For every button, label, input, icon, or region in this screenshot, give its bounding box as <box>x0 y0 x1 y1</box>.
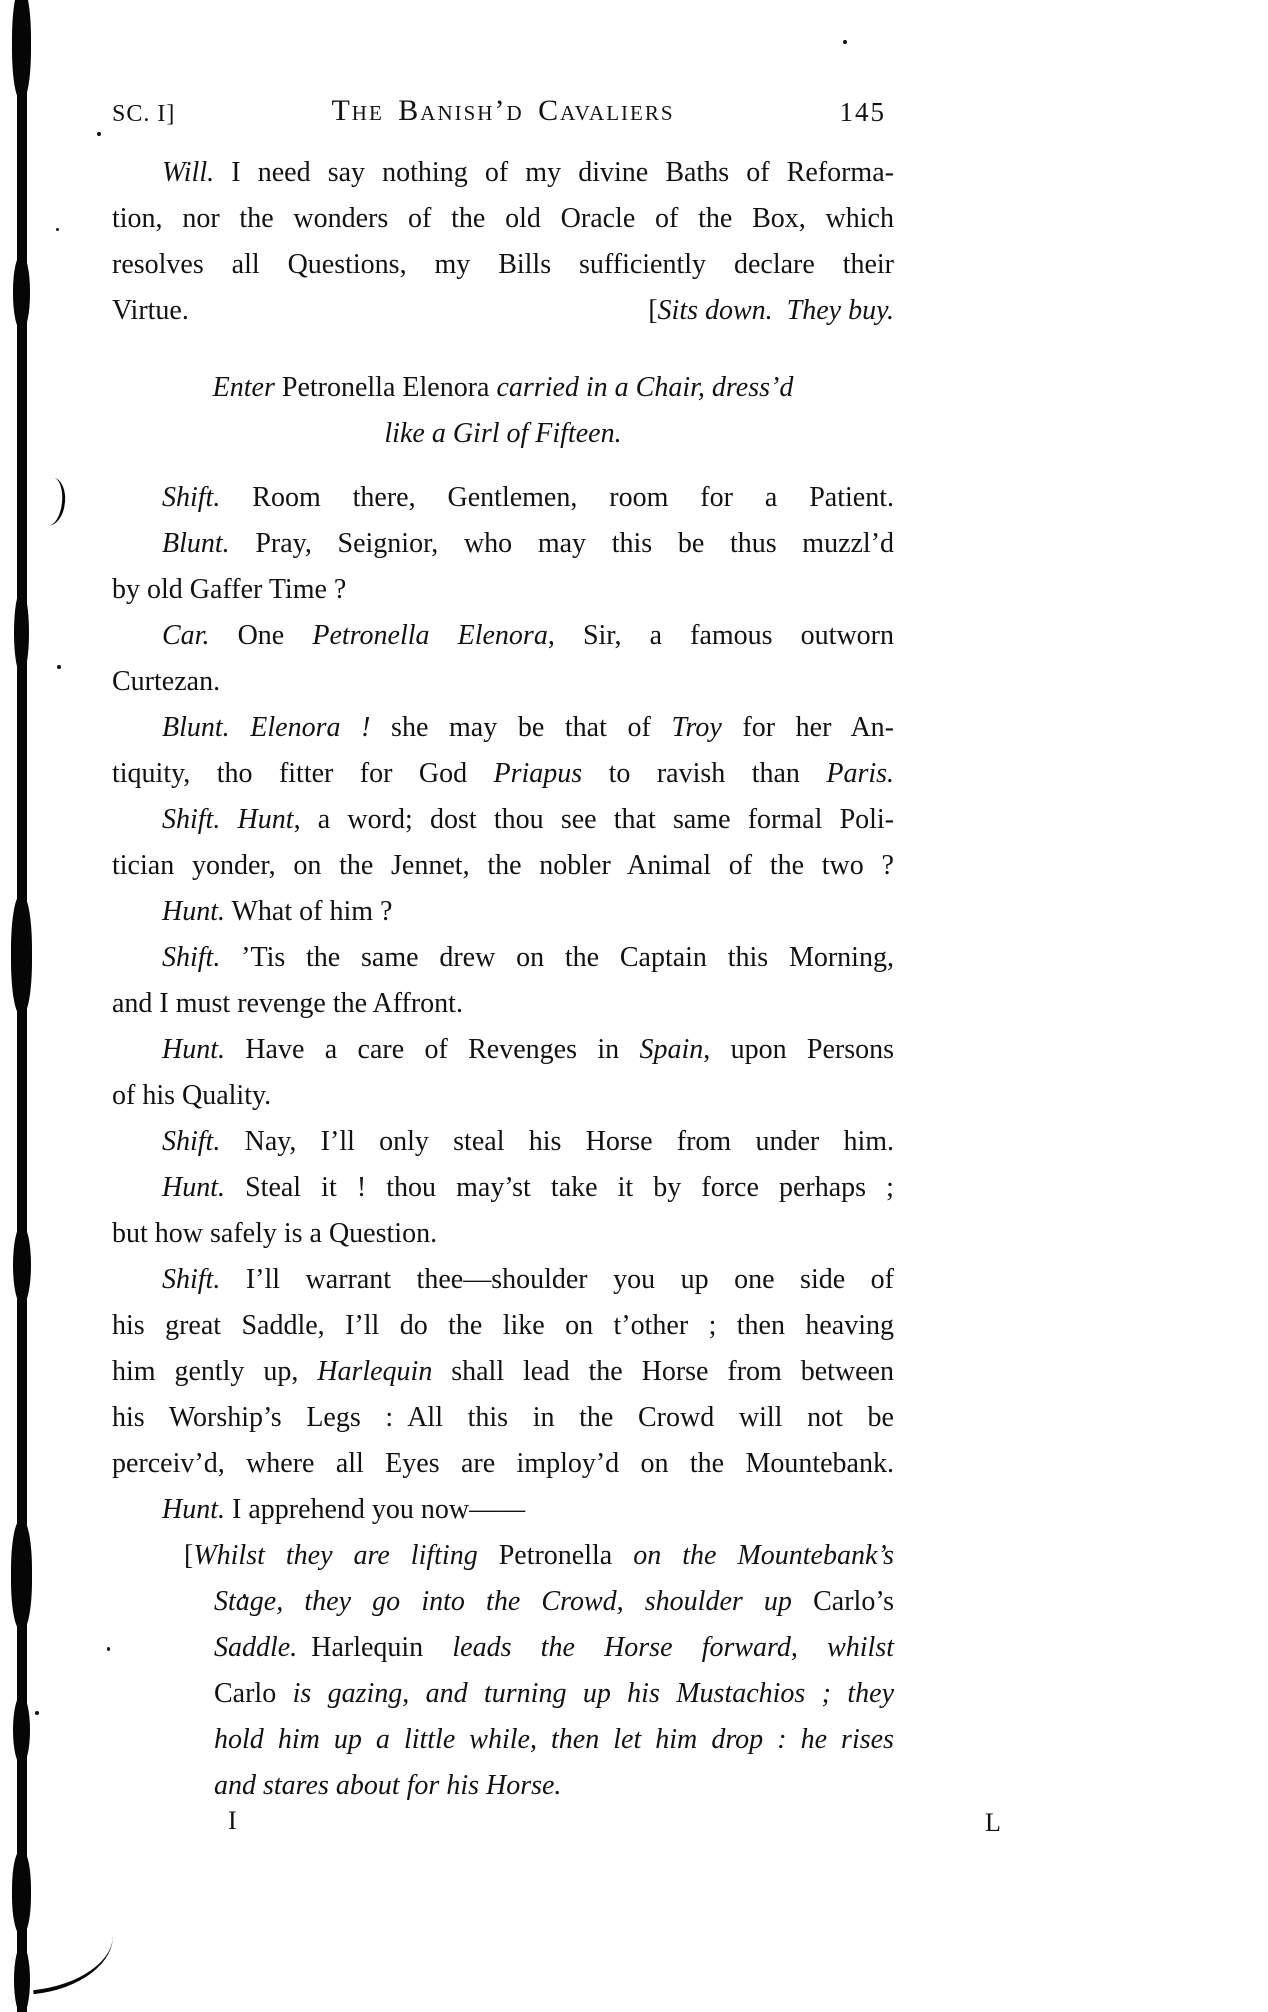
text-line <box>112 1119 894 1165</box>
text-segment: on the Mountebank’s <box>633 1540 895 1571</box>
scan-artifact-speck <box>97 132 101 136</box>
text-segment: Enter <box>212 372 282 403</box>
text-line <box>112 1349 894 1395</box>
scan-artifact-blot <box>13 1695 30 1765</box>
text-segment: carried in a Chair, dress’d <box>496 372 794 403</box>
text-segment: Nay, I’ll only steal his Horse from under him. <box>220 1126 895 1157</box>
text-segment: shall lead the Horse from between <box>451 1356 894 1387</box>
text-segment: tiquity, tho fitter for God <box>112 758 494 789</box>
text-segment: ’Tis the same drew on the Captain this Morning, <box>220 942 894 973</box>
scan-artifact-curve <box>27 1924 118 1995</box>
text-segment: his great Saddle, I’ll do the like on t’other ; then heaving <box>112 1310 895 1341</box>
text-line <box>112 1257 894 1303</box>
text-line <box>214 1579 894 1625</box>
text-segment: Room there, Gentlemen, room for a Patient. <box>220 482 894 513</box>
text-line <box>184 1533 894 1579</box>
scan-artifact-blot <box>11 1520 32 1630</box>
scan-artifact-speck <box>107 1647 110 1651</box>
text-segment: Shift. <box>162 1126 221 1157</box>
text-line <box>112 659 894 705</box>
text-segment: Curtezan. <box>112 666 221 697</box>
text-segment: [ <box>648 295 658 326</box>
text-segment: Harlequin <box>317 1356 452 1387</box>
text-line <box>112 475 894 521</box>
scan-artifact-blot <box>12 1850 31 1935</box>
text-line <box>112 196 894 242</box>
text-segment: One <box>209 620 313 651</box>
text-segment: Saddle. <box>214 1632 312 1663</box>
scan-artifact-speck <box>843 40 847 44</box>
text-line <box>112 150 894 196</box>
text-segment: Stage, they go into the Crowd, shoulder up <box>214 1586 814 1617</box>
text-line <box>112 242 894 288</box>
scan-artifact-blot <box>14 590 29 675</box>
text-segment: to ravish than <box>582 758 827 789</box>
text-segment: but how safely is a Question. <box>112 1218 438 1249</box>
text-segment: Shift. <box>162 482 221 513</box>
text-segment: Troy <box>671 712 722 743</box>
line-spacer <box>189 288 648 334</box>
text-line <box>112 365 894 411</box>
text-segment: Virtue. <box>112 295 189 326</box>
text-line <box>112 1395 894 1441</box>
text-segment: by old Gaffer Time ? <box>112 574 347 605</box>
text-segment: Petronella Elenora <box>312 620 548 651</box>
scan-artifact-blot <box>13 255 30 330</box>
scan-artifact-speck <box>57 665 61 669</box>
text-segment: Shift. <box>162 942 221 973</box>
text-segment: she may be that of <box>370 712 672 743</box>
running-title: The Banish’d Cavaliers <box>331 94 675 127</box>
text-line <box>112 843 894 889</box>
text-segment: Steal it ! thou may’st take it by force perhaps ; <box>225 1172 894 1203</box>
text-segment: Carlo <box>214 1678 293 1709</box>
text-segment: I need say nothing of my divine Baths of Reforma- <box>214 157 894 188</box>
scan-artifact-speck <box>35 1711 39 1715</box>
text-segment: hold him up a little while, then let him drop : he rises <box>214 1724 894 1755</box>
text-line <box>112 1303 894 1349</box>
scan-artifact-blot <box>13 1225 31 1305</box>
scene-label: SC. I] <box>112 101 176 127</box>
text-segment: [ <box>184 1540 194 1571</box>
scan-artifact-blot <box>11 895 32 1015</box>
text-line <box>112 889 894 935</box>
text-line <box>112 1211 894 1257</box>
text-line <box>112 1487 894 1533</box>
text-segment: Shift. <box>162 1264 221 1295</box>
text-segment: Petronella <box>498 1540 634 1571</box>
text-line <box>112 1441 894 1487</box>
text-segment: What of him ? <box>225 896 393 927</box>
text-segment: for her An- <box>721 712 895 743</box>
text-segment: , Sir, a famous outworn <box>547 620 895 651</box>
scan-artifact-mark <box>44 477 68 527</box>
text-line <box>214 1717 894 1763</box>
text-segment: tician yonder, on the Jennet, the nobler Animal of the two ? <box>112 850 894 881</box>
text-segment: Whilst they are lifting <box>193 1540 499 1571</box>
scan-artifact-blot <box>14 1945 30 2012</box>
text-segment: Petronella Elenora <box>281 372 497 403</box>
text-segment: , upon Persons <box>703 1034 895 1065</box>
text-line <box>214 1763 894 1809</box>
text-segment: Car. <box>162 620 210 651</box>
text-line <box>112 567 894 613</box>
text-line <box>112 935 894 981</box>
text-segment: Hunt. <box>162 1034 225 1065</box>
text-segment: Blunt. <box>162 528 230 559</box>
text-segment: Blunt. Elenora ! <box>162 712 371 743</box>
text-segment: Priapus <box>493 758 583 789</box>
running-header <box>112 94 894 136</box>
text-segment: Pray, Seignior, who may this be thus muzzl’d <box>229 528 895 559</box>
text-segment: Harlequin <box>311 1632 453 1663</box>
text-segment: Hunt. <box>162 1494 225 1525</box>
text-segment: I apprehend you now—— <box>225 1494 526 1525</box>
text-segment: Spain <box>639 1034 704 1065</box>
text-line <box>112 411 894 457</box>
text-segment: resolves all Questions, my Bills sufficiently declare their <box>112 249 895 280</box>
text-lines <box>112 150 894 1809</box>
text-segment: I’ll warrant thee—shoulder you up one side of <box>220 1264 894 1295</box>
text-line <box>112 797 894 843</box>
text-segment: Hunt. <box>162 896 225 927</box>
text-segment: is gazing, and turning up his Mustachios ; they <box>292 1678 895 1709</box>
page-number: 145 <box>839 97 886 127</box>
text-segment: like a Girl of Fifteen. <box>384 418 622 449</box>
text-line <box>112 521 894 567</box>
text-segment: Will. <box>162 157 215 188</box>
text-segment: Sits down. They buy. <box>657 295 894 326</box>
text-line <box>214 1671 894 1717</box>
text-line <box>112 288 894 334</box>
text-segment: Carlo’s <box>813 1586 894 1617</box>
text-line <box>112 1165 894 1211</box>
signature-mark-right: L <box>985 1808 1001 1837</box>
text-segment: and I must revenge the Affront. <box>112 988 463 1019</box>
text-segment: perceiv’d, where all Eyes are imploy’d on the Mountebank. <box>112 1448 894 1479</box>
signature-mark-left: I <box>228 1806 237 1835</box>
text-line <box>112 705 894 751</box>
text-segment: Have a care of Revenges in <box>225 1034 640 1065</box>
scan-artifact-blot <box>12 0 31 100</box>
text-segment: Paris. <box>826 758 895 789</box>
text-line <box>112 1073 894 1119</box>
text-segment: Shift. Hunt <box>162 804 294 835</box>
text-segment: Hunt. <box>162 1172 225 1203</box>
text-segment: of his Quality. <box>112 1080 272 1111</box>
text-line <box>214 1625 894 1671</box>
text-segment: him gently up, <box>112 1356 318 1387</box>
text-line <box>112 981 894 1027</box>
text-segment: leads the Horse forward, whilst <box>452 1632 895 1663</box>
text-line <box>112 613 894 659</box>
scan-artifact-speck <box>56 228 59 231</box>
text-line <box>112 1027 894 1073</box>
text-segment: , a word; dost thou see that same formal Poli- <box>293 804 895 835</box>
text-segment: and stares about for his Horse. <box>214 1770 562 1801</box>
text-segment: his Worship’s Legs : All this in the Crowd will not be <box>112 1402 894 1433</box>
text-segment: tion, nor the wonders of the old Oracle of the Box, which <box>112 203 894 234</box>
text-line <box>112 751 894 797</box>
